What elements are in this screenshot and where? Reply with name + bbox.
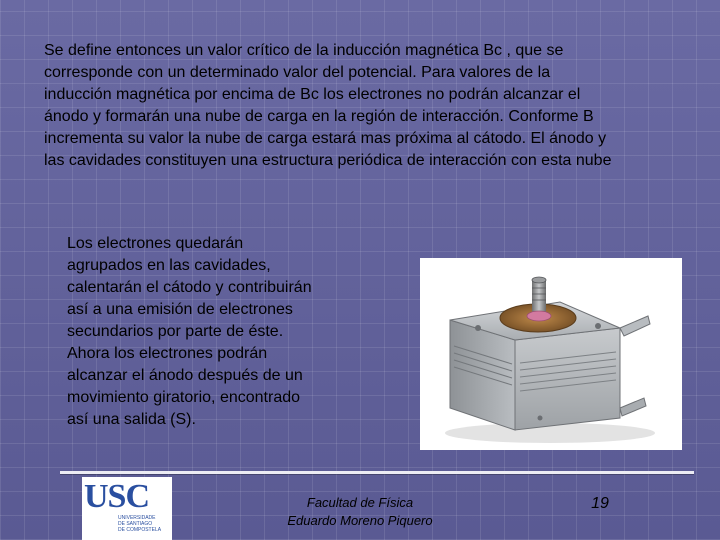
usc-logo-letters: USC: [84, 478, 150, 515]
bullet-line: agrupados en las cavidades,: [67, 257, 271, 274]
footer-credits: [250, 494, 470, 530]
page-number: 19: [591, 495, 609, 512]
usc-logo-subtext-line: UNIVERSIDADE: [118, 515, 156, 521]
bullet-line: Ahora los electrones podrán: [67, 345, 268, 362]
usc-logo-emblem: [84, 515, 114, 537]
bullet-line: así a una emisión de electrones: [67, 301, 293, 318]
intro-line: Se define entonces un valor crítico de la inducción magnética Bc , que se: [44, 42, 564, 59]
footer-divider: [60, 471, 694, 474]
usc-logo: [82, 477, 172, 540]
magnetron-illustration: [420, 258, 682, 450]
bullet-line: alcanzar el ánodo después de un: [67, 367, 303, 384]
bullet-line: así una salida (S).: [67, 411, 196, 428]
footer-faculty: Facultad de Física: [306, 495, 414, 510]
usc-logo-subtext: [118, 515, 172, 533]
footer-author: Eduardo Moreno Piquero: [287, 513, 433, 528]
bullet-line: Los electrones quedarán: [67, 235, 244, 252]
usc-logo-subtext-line: DE SANTIAGO: [118, 521, 153, 527]
bullet-line: movimiento giratorio, encontrado: [67, 389, 301, 406]
intro-line: inducción magnética por encima de Bc los electrones no podrán alcanzar el: [44, 86, 581, 103]
intro-line: corresponde con un determinado valor del potencial. Para valores de la: [44, 64, 551, 81]
intro-paragraph: [44, 40, 694, 172]
bullet-line: calentarán el cátodo y contribuirán: [67, 279, 312, 296]
magnetron-photo: [420, 258, 682, 450]
intro-line: ánodo y formarán una nube de carga en la región de interacción. Conforme B: [44, 108, 594, 125]
intro-line: incrementa su valor la nube de carga estará mas próxima al cátodo. El ánodo y: [44, 130, 607, 147]
usc-logo-subtext-line: DE COMPOSTELA: [118, 527, 162, 533]
intro-line: las cavidades constituyen una estructura periódica de interacción con esta nube: [44, 152, 612, 169]
bullet-line: secundarios por parte de éste.: [67, 323, 284, 340]
bullet-paragraph: [67, 233, 357, 431]
